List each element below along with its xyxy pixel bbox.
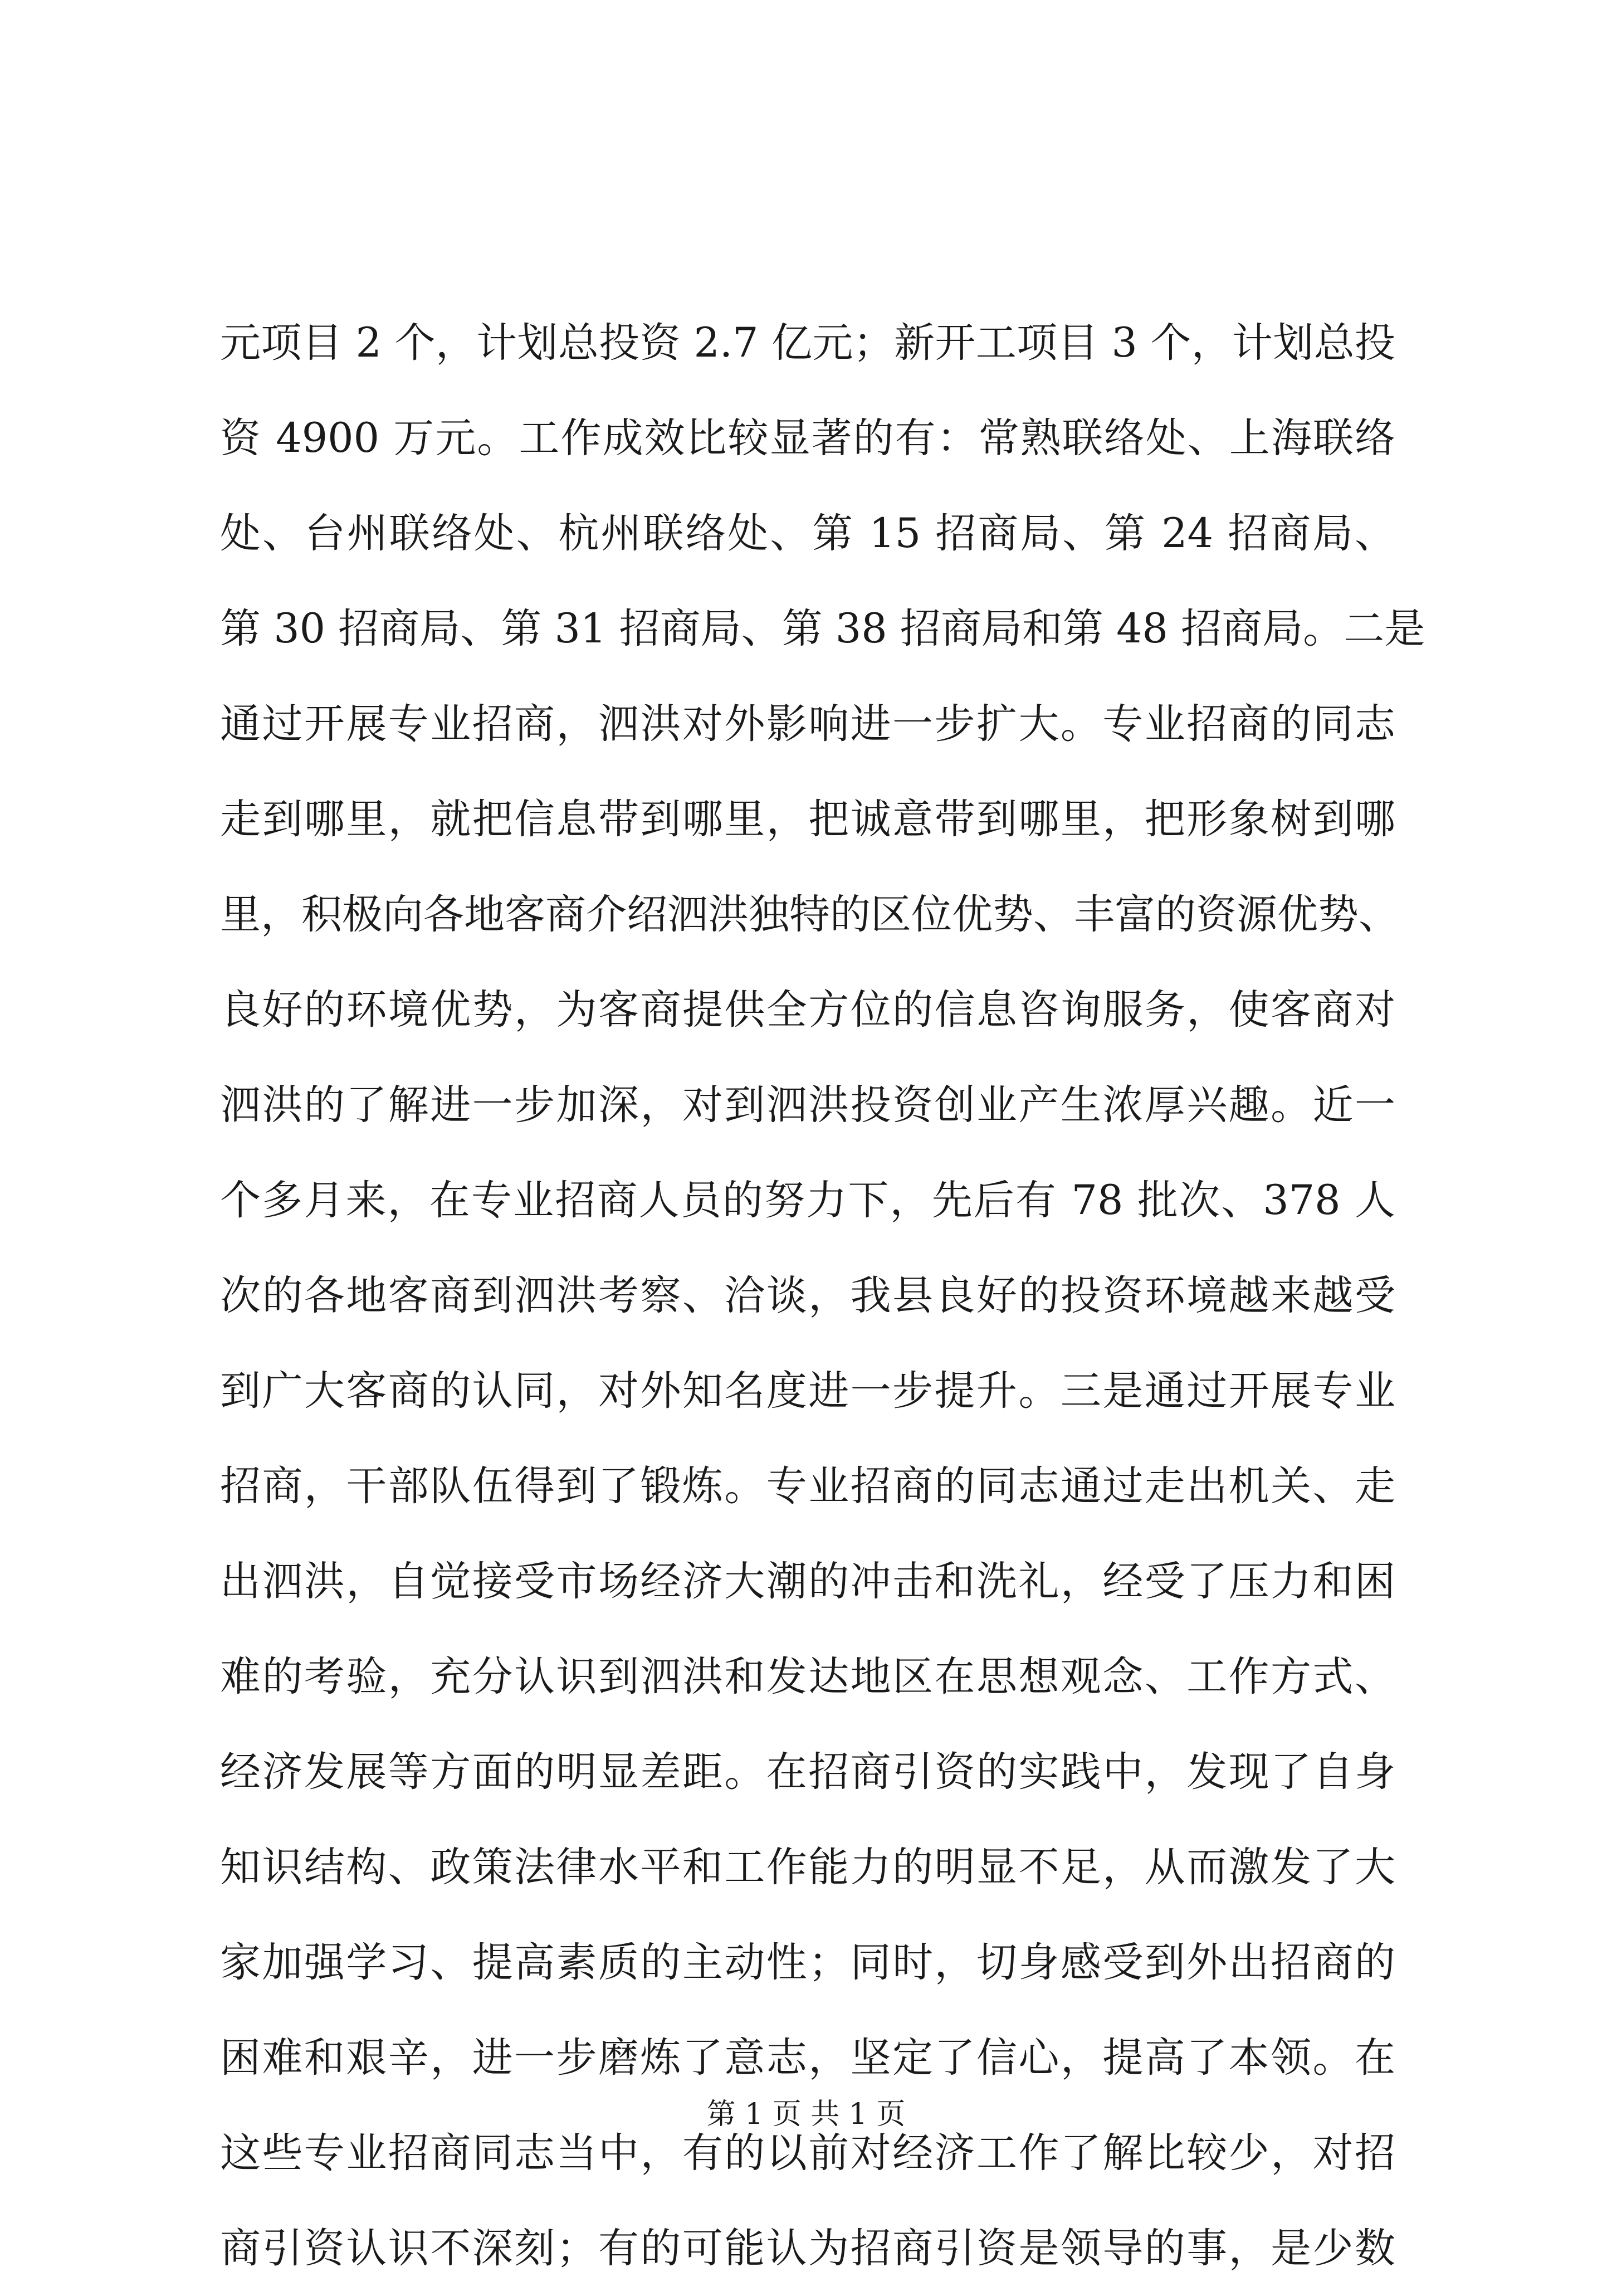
body-text	[220, 295, 1425, 2296]
text-line: 次的各地客商到泗洪考察、洽谈，我县良好的投资环境越来越受	[220, 1272, 1395, 1319]
text-line: 经济发展等方面的明显差距。在招商引资的实践中，发现了自身	[220, 1748, 1395, 1796]
text-line: 泗洪的了解进一步加深，对到泗洪投资创业产生浓厚兴趣。近一	[220, 1081, 1395, 1129]
text-line: 处、台州联络处、杭州联络处、第 15 招商局、第 24 招商局、	[220, 510, 1395, 557]
text-line: 走到哪里，就把信息带到哪里，把诚意带到哪里，把形象树到哪	[220, 796, 1395, 843]
text-line: 资 4900 万元。工作成效比较显著的有：常熟联络处、上海联络	[220, 415, 1395, 462]
text-line: 里，积极向各地客商介绍泗洪独特的区位优势、丰富的资源优势、	[220, 891, 1399, 938]
text-line: 家加强学习、提高素质的主动性；同时，切身感受到外出招商的	[220, 1939, 1395, 1986]
text-line: 通过开展专业招商，泗洪对外影响进一步扩大。专业招商的同志	[220, 700, 1395, 748]
text-line: 困难和艰辛，进一步磨炼了意志，坚定了信心，提高了本领。在	[220, 2034, 1395, 2081]
text-line: 这些专业招商同志当中，有的以前对经济工作了解比较少，对招	[220, 2129, 1395, 2177]
text-line: 第 30 招商局、第 31 招商局、第 38 招商局和第 48 招商局。二是	[220, 605, 1425, 652]
text-line: 难的考验，充分认识到泗洪和发达地区在思想观念、工作方式、	[220, 1653, 1395, 1700]
text-line: 良好的环境优势，为客商提供全方位的信息咨询服务，使客商对	[220, 986, 1395, 1034]
text-line: 元项目 2 个，计划总投资 2.7 亿元；新开工项目 3 个，计划总投	[220, 319, 1395, 367]
text-line: 知识结构、政策法律水平和工作能力的明显不足，从而激发了大	[220, 1844, 1395, 1891]
page-footer: 第 1 页 共 1 页	[706, 2098, 906, 2131]
text-line: 出泗洪，自觉接受市场经济大潮的冲击和洗礼，经受了压力和困	[220, 1558, 1395, 1605]
text-line: 商引资认识不深刻；有的可能认为招商引资是领导的事，是少数	[220, 2225, 1395, 2272]
text-line: 到广大客商的认同，对外知名度进一步提升。三是通过开展专业	[220, 1367, 1395, 1415]
text-line: 招商，干部队伍得到了锻炼。专业招商的同志通过走出机关、走	[220, 1463, 1395, 1510]
text-line: 个多月来，在专业招商人员的努力下，先后有 78 批次、378 人	[220, 1177, 1395, 1224]
